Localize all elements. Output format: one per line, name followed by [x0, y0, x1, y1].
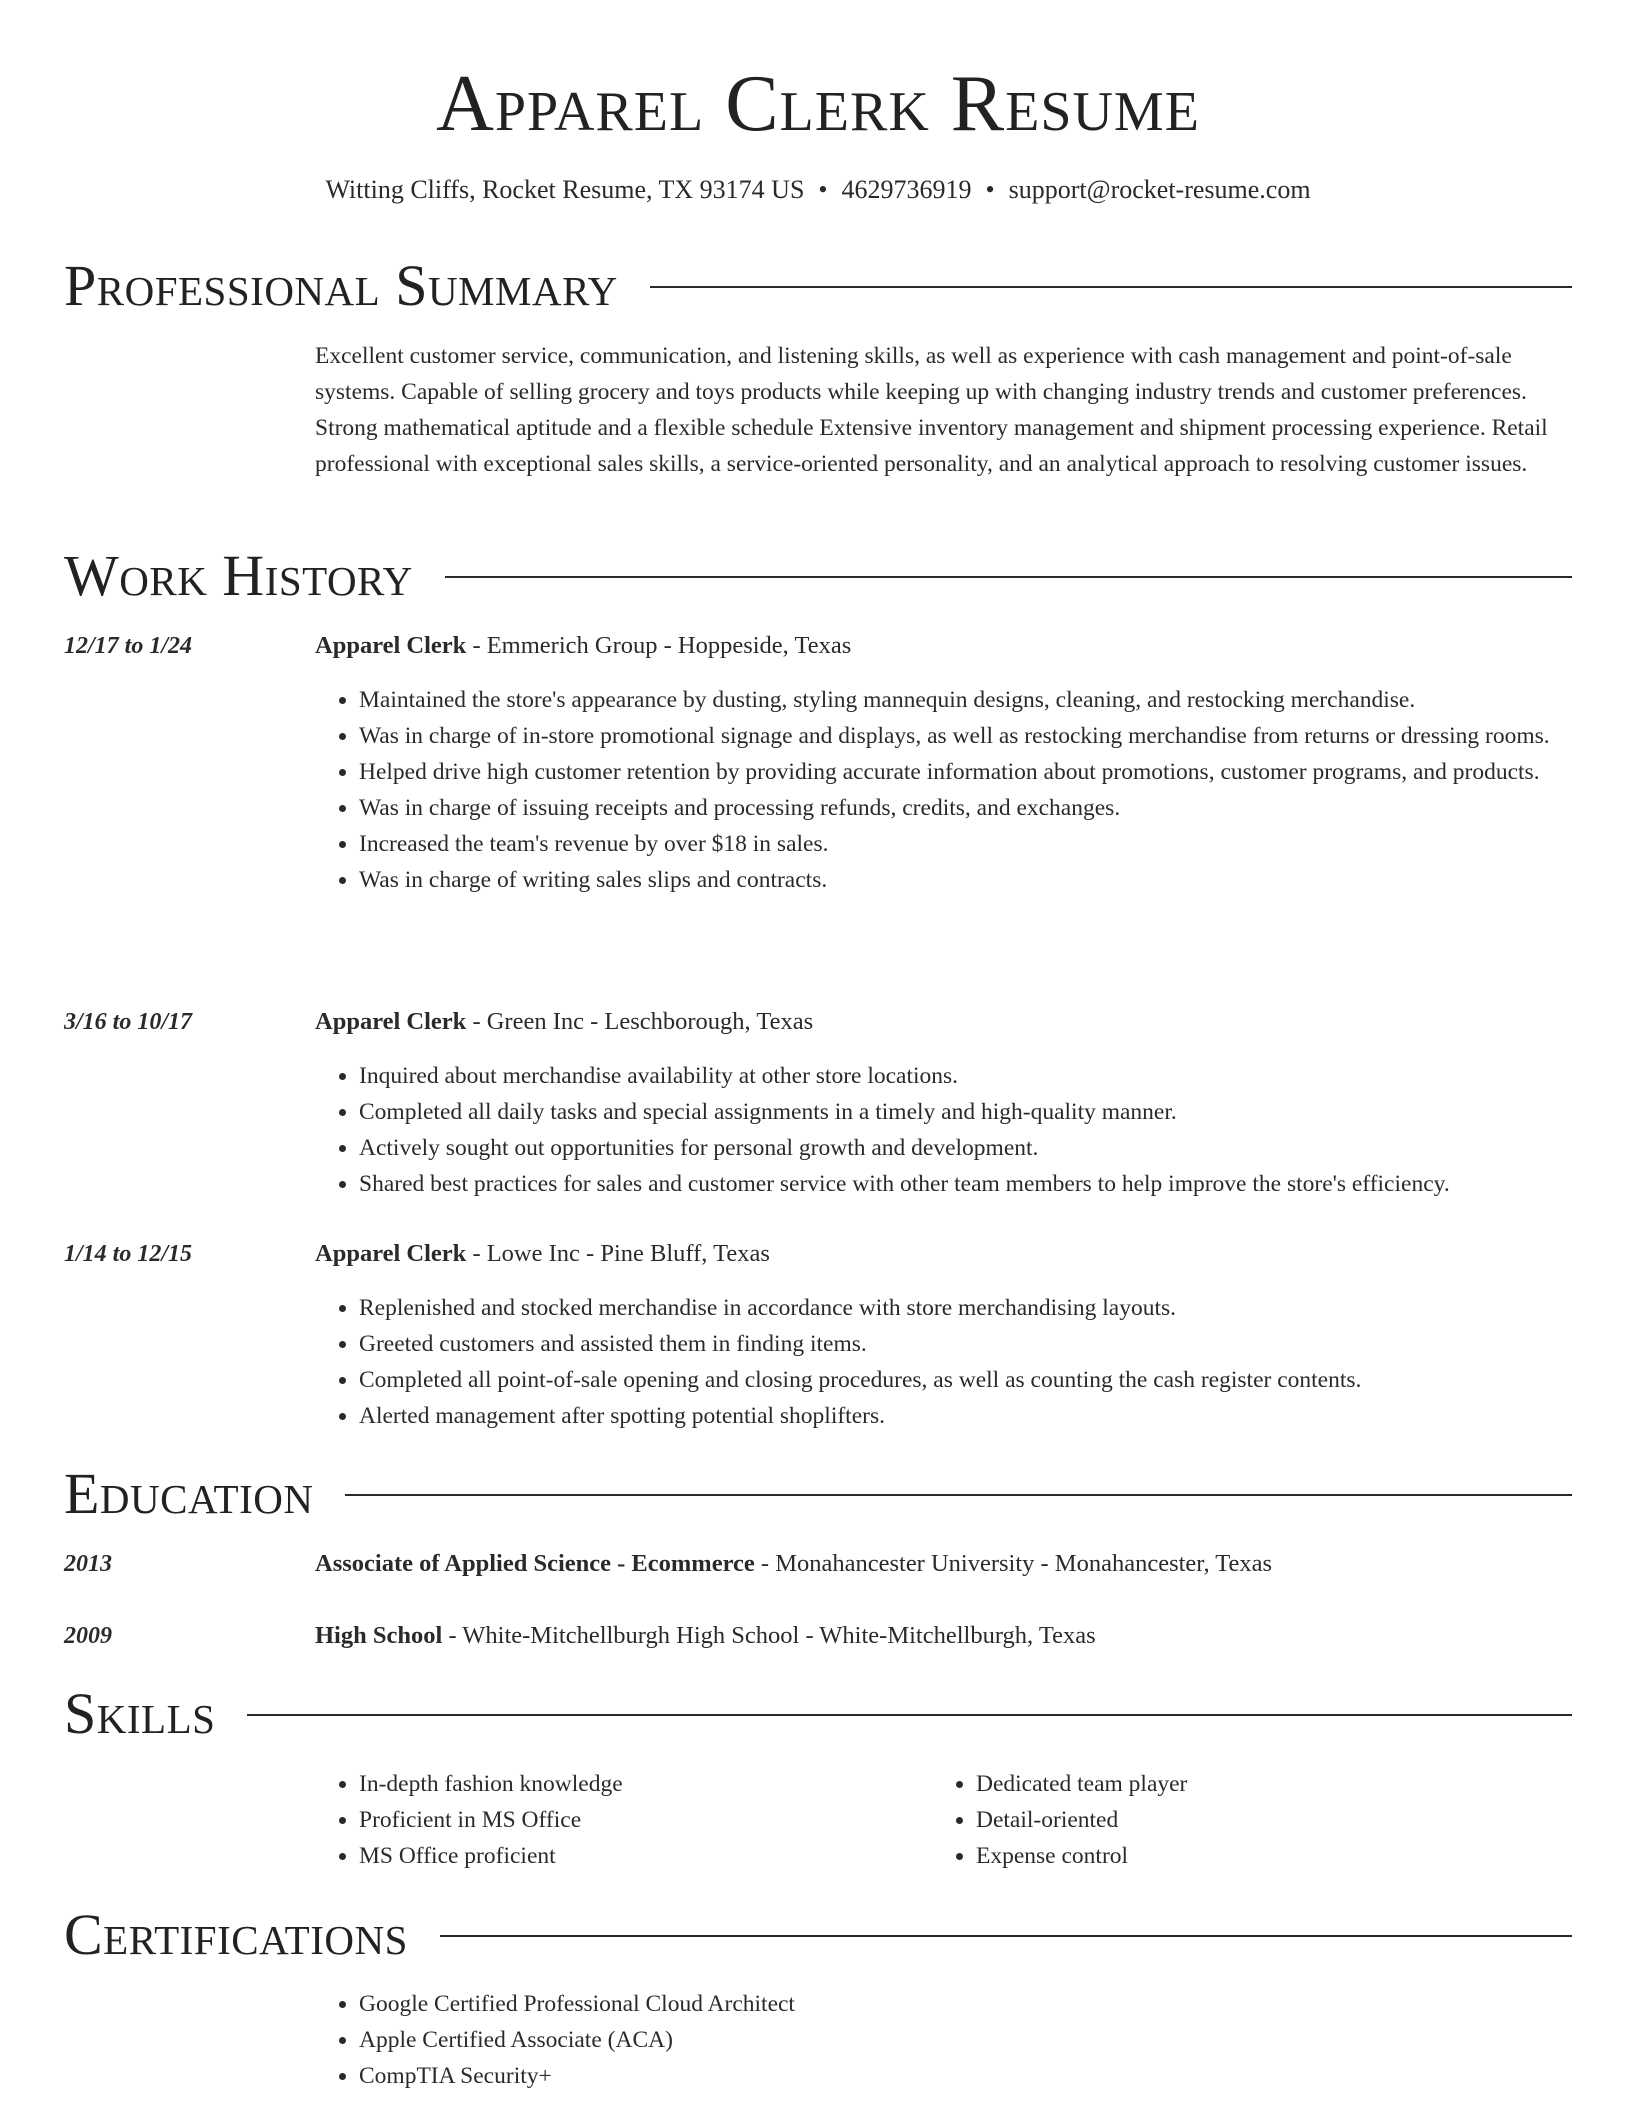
job-dates: 12/17 to 1/24: [64, 633, 193, 659]
section-heading: Certifications: [64, 1902, 408, 1967]
job-dates: 3/16 to 10/17: [64, 1009, 193, 1035]
section-heading: Skills: [64, 1681, 216, 1746]
degree: Associate of Applied Science - Ecommerce: [315, 1550, 755, 1577]
list-item: • Was in charge of writing sales slips and contracts.: [359, 862, 1572, 898]
section-rule: [345, 1494, 1572, 1496]
list-item: • In-depth fashion knowledge: [359, 1766, 875, 1802]
phone: 4629736919: [841, 175, 972, 204]
job-bullets: [315, 1058, 1572, 1202]
job-details: - Emmerich Group - Hoppeside, Texas: [466, 632, 852, 659]
list-item: • Detail-oriented: [976, 1802, 1492, 1838]
contact-separator: •: [985, 175, 995, 204]
section-rule: [650, 286, 1572, 288]
section-heading: Education: [64, 1461, 314, 1526]
contact-separator: •: [818, 175, 828, 204]
section-rule: [445, 576, 1572, 578]
list-item: • Maintained the store's appearance by dusting, styling mannequin designs, cleaning, and restocking merchandise.: [359, 682, 1572, 718]
list-item: • Replenished and stocked merchandise in accordance with store merchandising layouts.: [359, 1290, 1572, 1326]
email: support@rocket-resume.com: [1008, 175, 1311, 204]
skills-section-header: [64, 1682, 1572, 1746]
school-details: - White-Mitchellburgh High School - White-Mitchellburgh, Texas: [442, 1622, 1096, 1649]
list-item: • Expense control: [976, 1838, 1492, 1874]
education-year: 2013: [64, 1551, 112, 1577]
list-item: • Actively sought out opportunities for personal growth and development.: [359, 1130, 1572, 1166]
list-item: • Dedicated team player: [976, 1766, 1492, 1802]
list-item: • Alerted management after spotting potential shoplifters.: [359, 1398, 1572, 1434]
list-item: • Completed all daily tasks and special assignments in a timely and high-quality manner.: [359, 1094, 1572, 1130]
job-details: - Green Inc - Leschborough, Texas: [466, 1008, 814, 1035]
job-title: Apparel Clerk: [315, 1240, 467, 1267]
job-title-line: [315, 1236, 1572, 1272]
education-section-header: [64, 1462, 1572, 1526]
list-item: • Proficient in MS Office: [359, 1802, 875, 1838]
address: Witting Cliffs, Rocket Resume, TX 93174 US: [325, 175, 805, 204]
job-title: Apparel Clerk: [315, 632, 467, 659]
contact-line: [64, 172, 1572, 208]
summary-section-header: [64, 254, 1572, 318]
list-item: • Inquired about merchandise availability at other store locations.: [359, 1058, 1572, 1094]
list-item: • Shared best practices for sales and customer service with other team members to help improve the store's efficiency.: [359, 1166, 1572, 1202]
job-details: - Lowe Inc - Pine Bluff, Texas: [466, 1240, 770, 1267]
resume-title: Apparel Clerk Resume: [436, 60, 1200, 148]
job-bullets: [315, 1290, 1572, 1434]
list-item: • CompTIA Security+: [359, 2058, 1572, 2094]
list-item: • Completed all point-of-sale opening and closing procedures, as well as counting the cash register contents.: [359, 1362, 1572, 1398]
list-item: • Apple Certified Associate (ACA): [359, 2022, 1572, 2058]
school-details: - Monahancester University - Monahancester, Texas: [754, 1550, 1273, 1577]
job-title: Apparel Clerk: [315, 1008, 467, 1035]
list-item: • Increased the team's revenue by over $18 in sales.: [359, 826, 1572, 862]
list-item: • Was in charge of in-store promotional signage and displays, as well as restocking merchandise from returns or dressing rooms.: [359, 718, 1572, 754]
list-item: • Greeted customers and assisted them in finding items.: [359, 1326, 1572, 1362]
section-rule: [247, 1714, 1572, 1716]
education-year: 2009: [64, 1623, 112, 1649]
section-rule: [440, 1935, 1572, 1937]
section-heading: Work History: [64, 543, 413, 608]
work-section-header: [64, 544, 1572, 608]
list-item: • Was in charge of issuing receipts and processing refunds, credits, and exchanges.: [359, 790, 1572, 826]
list-item: • MS Office proficient: [359, 1838, 875, 1874]
skills-list-left: [315, 1766, 875, 1874]
job-bullets: [315, 682, 1572, 898]
education-line: [315, 1546, 1572, 1582]
summary-text: Excellent customer service, communication, and listening skills, as well as experience with cash management and point-of-sale systems. Capable of selling grocery and toys products while keeping up with changing industry trends and customer preferences. Strong mathematical aptitude and a flexible schedule Extensive inventory management and shipment processing experience. Retail professional with exceptional sales skills, a service-oriented personality, and an analytical approach to resolving customer issues.: [315, 343, 1548, 477]
degree: High School: [315, 1622, 443, 1649]
skills-list-right: [932, 1766, 1492, 1874]
certifications-list: [315, 1986, 1572, 2094]
job-title-line: [315, 1004, 1572, 1040]
job-dates: 1/14 to 12/15: [64, 1241, 193, 1267]
certifications-section-header: [64, 1903, 1572, 1967]
section-heading: Professional Summary: [64, 253, 618, 318]
list-item: • Google Certified Professional Cloud Architect: [359, 1986, 1572, 2022]
education-line: [315, 1618, 1572, 1654]
list-item: • Helped drive high customer retention by providing accurate information about promotions, customer programs, and products.: [359, 754, 1572, 790]
job-title-line: [315, 628, 1572, 664]
